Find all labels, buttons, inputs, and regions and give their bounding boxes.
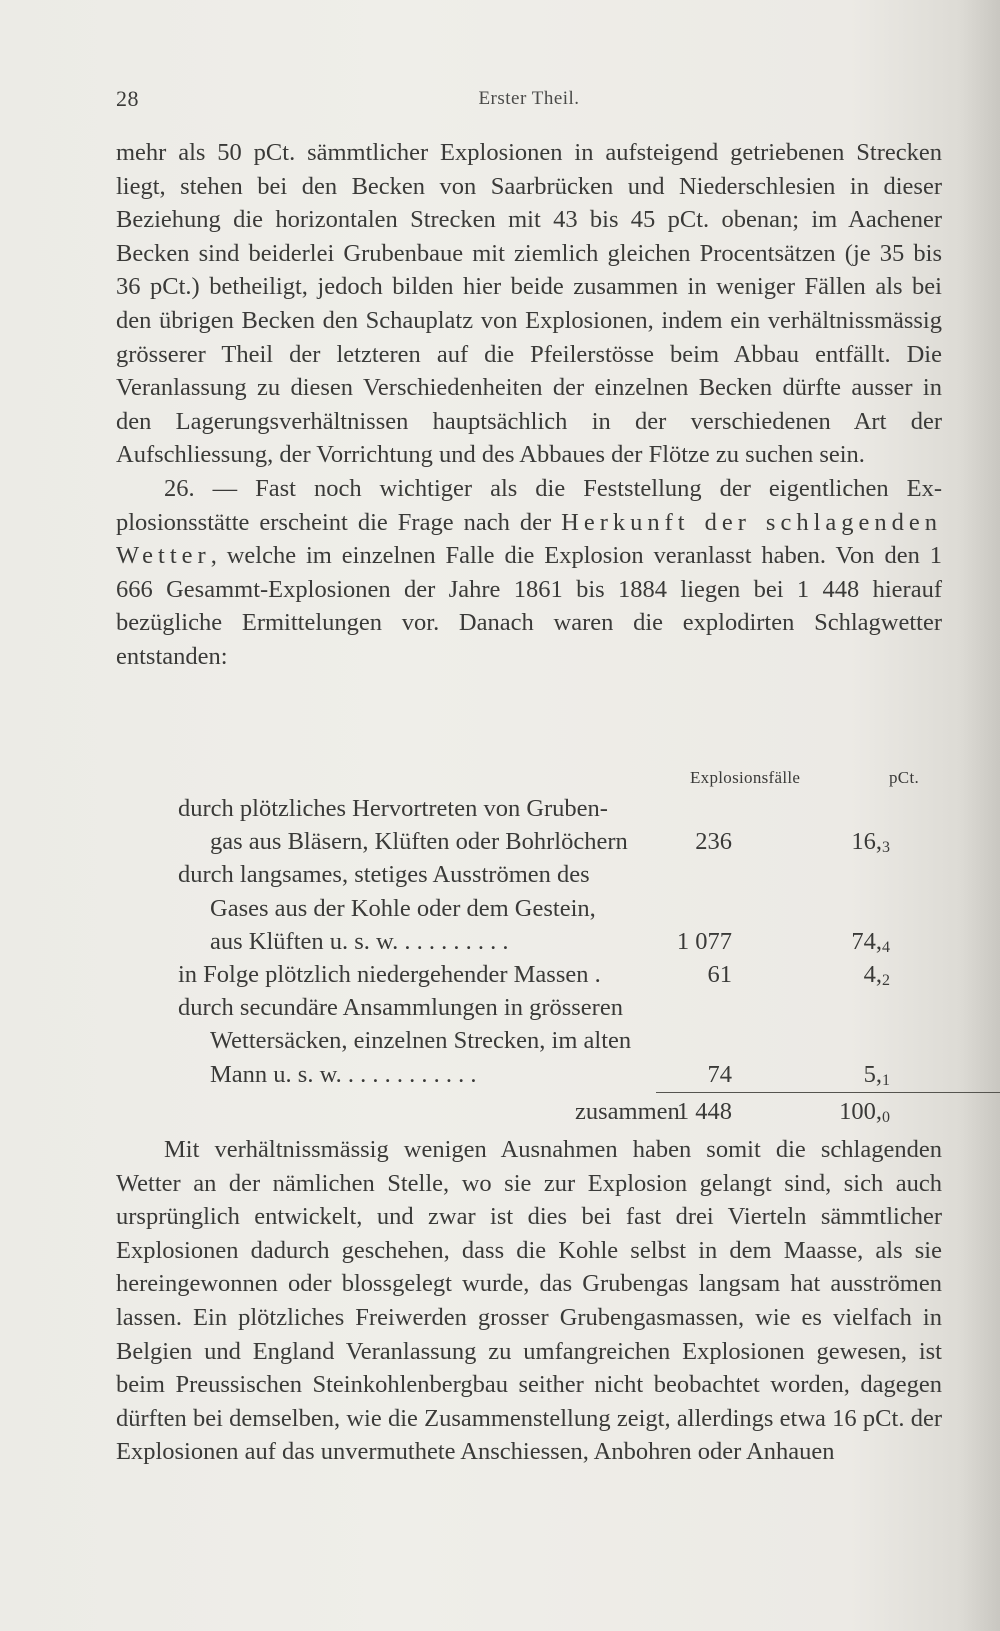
row-percent: $4,_2$ — [863, 960, 890, 989]
row-label: aus Klüften u. s. w. . . . . . . . . . — [210, 927, 509, 955]
column-header-percent: pCt. — [889, 768, 920, 787]
paragraph-2 — [116, 472, 942, 674]
table-total-row — [116, 1095, 942, 1128]
row-label: gas aus Bläsern, Klüften oder Bohrlöchern — [210, 828, 628, 856]
row-label: durch plötzliches Hervortreten von Gruben- — [178, 795, 608, 822]
table-row — [116, 1024, 942, 1057]
column-header-cases: Explosionsfälle — [690, 768, 801, 787]
table-row — [116, 858, 942, 891]
row-label: in Folge plötzlich niedergehender Massen . — [178, 960, 601, 988]
row-cases: 236 — [695, 828, 732, 856]
row-label: Gases aus der Kohle oder dem Gestein, — [210, 894, 596, 922]
running-title: Erster Theil. — [478, 88, 580, 109]
paragraph-2-text-before: — Fast noch wichtiger als die Feststellung der eigentlichen Explosionsstätte erscheint die Frage nach der — [116, 474, 942, 536]
table-row — [116, 958, 942, 991]
text-block-top — [116, 136, 942, 674]
table-row — [116, 991, 942, 1024]
table-row — [116, 825, 942, 858]
emphasized-term: Herkunft der schlagenden Wetter — [116, 508, 942, 570]
table-row — [116, 925, 942, 958]
page-header — [116, 86, 942, 116]
table-row — [116, 1058, 942, 1091]
explosion-origin-table — [116, 764, 942, 1128]
row-label: durch langsames, stetiges Ausströmen des — [178, 861, 590, 889]
row-cases: 61 — [707, 960, 732, 988]
table-row — [116, 792, 942, 825]
row-cases: 74 — [707, 1060, 732, 1088]
section-number: 26. — [164, 474, 195, 502]
paragraph-2-text-after: , welche im einzelnen Falle die Explosion veranlasst haben. Von den 1 666 Gesammt-Explosionen der Jahre 1861 bis 1884 liegen bei 1 448 hierauf bezügliche Ermittelungen vor. Danach waren die explodirten Schlagwetter entstanden: — [116, 542, 942, 670]
paragraph-1: mehr als 50 pCt. sämmtlicher Explosionen in aufsteigend getriebenen Strecken liegt, stehen bei den Becken von Saarbrücken und Niederschlesien in dieser Beziehung die horizontalen Strecken mit 43 bis 45 pCt. obenan; im Aachener Becken sind beiderlei Grubenbaue mit ziemlich gleichen Procentsätzen (je 35 bis 36 pCt.) betheiligt, jedoch bilden hier beide zusammen in weniger Fällen als bei den übrigen Becken den Schauplatz von Explosionen, indem ein verhältnissmässig grösserer Theil der letzteren auf die Pfeilerstösse beim Abbau entfällt. Die Veranlassung zu diesen Verschiedenheiten der einzelnen Becken dürfte ausser in den Lagerungsverhältnissen hauptsächlich in der verschiedenen Art der Aufschliessung, der Vorrichtung und des Abbaues der Flötze zu suchen sein. — [116, 139, 942, 469]
row-percent: $5,_1$ — [863, 1060, 890, 1089]
row-cases: 1 077 — [676, 927, 732, 955]
total-percent: $100,_0$ — [839, 1097, 890, 1126]
sum-rule — [656, 1092, 1000, 1093]
table-column-headers — [116, 764, 942, 792]
total-cases: 1 448 — [676, 1097, 732, 1125]
total-label: zusammen — [575, 1097, 680, 1125]
paragraph-3: Mit verhältnissmässig wenigen Ausnahmen haben somit die schlagenden Wetter an der nämlichen Stelle, wo sie zur Explosion gelangt sind, sich auch ursprünglich entwickelt, und zwar ist dies bei fast drei Vierteln sämmtlicher Explosionen dadurch geschehen, dass die Kohle selbst in dem Maasse, als sie hereingewonnen oder blossgelegt wurde, das Grubengas langsam hat ausströmen lassen. Ein plötzliches Freiwerden grosser Grubengasmassen, wie es vielfach in Belgien und England Veranlassung zu umfangreichen Explosionen gewesen, ist beim Preussischen Steinkohlenbergbau seither nicht beobachtet worden, dagegen dürften bei demselben, wie die Zusammenstellung zeigt, allerdings etwa 16 pCt. der Explosionen auf das unvermuthete Anschiessen, Anbohren oder Anhauen — [116, 1136, 942, 1466]
page-number: 28 — [116, 86, 139, 111]
table-row — [116, 892, 942, 925]
row-percent: $74,_4$ — [851, 927, 890, 956]
row-label: Mann u. s. w. . . . . . . . . . . . — [210, 1060, 477, 1088]
row-label: durch secundäre Ansammlungen in grösseren — [178, 994, 623, 1022]
text-block-bottom — [116, 1133, 942, 1469]
row-label: Wettersäcken, einzelnen Strecken, im alten — [210, 1027, 632, 1055]
row-percent: $16,_3$ — [851, 828, 890, 857]
